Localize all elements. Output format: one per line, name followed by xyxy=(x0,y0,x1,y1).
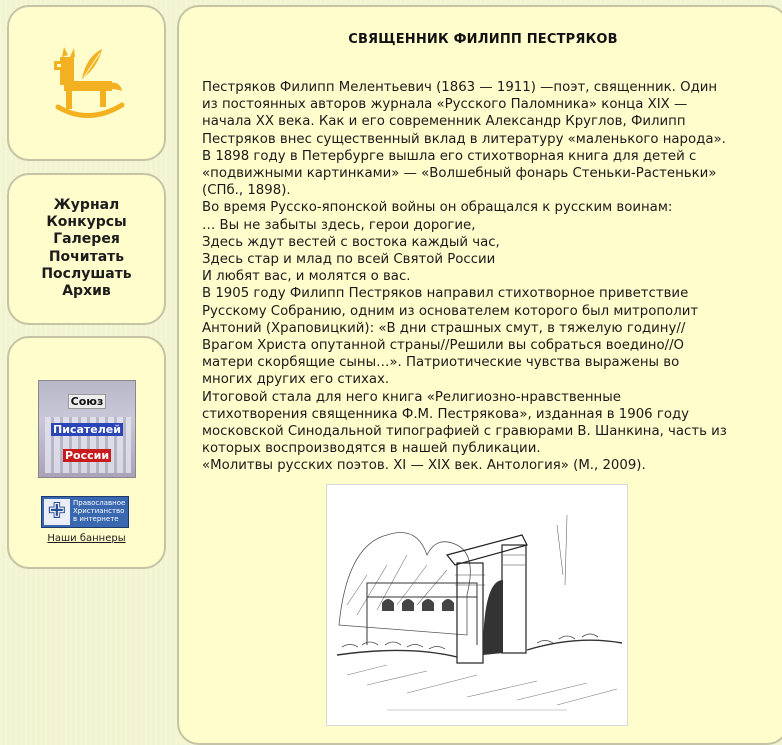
article-line: из постоянных авторов журнала «Русского Паломника» конца XIX — xyxy=(202,97,688,113)
orthodox-banner-line-2: Христианство xyxy=(73,507,125,515)
article-line: матери скорбящие сыны…». Патриотические чувства выражены во xyxy=(202,355,680,371)
nav-link-journal[interactable]: Журнал xyxy=(53,197,120,213)
nav-link-contests[interactable]: Конкурсы xyxy=(46,214,127,231)
union-banner-word-3: России xyxy=(64,449,110,462)
main-navigation xyxy=(9,197,164,300)
article-line: Итоговой стала для него книга «Религиозно-нравственные xyxy=(202,389,621,405)
article-line: московской Синодальной типографией с гравюрами В. Шанкина, часть из xyxy=(202,424,727,440)
poem-line: И любят вас, и молятся о вас. xyxy=(202,269,411,285)
article-line: Пестряков Филипп Мелентьевич (1863 — 1911) —поэт, священник. Один xyxy=(202,80,718,95)
orthodox-christianity-banner[interactable] xyxy=(41,496,129,528)
orthodox-cross-icon: ✙ xyxy=(44,499,70,525)
nav-link-gallery[interactable]: Галерея xyxy=(53,231,120,248)
article-line: (СПб., 1898). xyxy=(202,183,291,199)
poem-line: Здесь стар и млад по всей Святой России xyxy=(202,252,496,268)
nav-link-read[interactable]: Почитать xyxy=(48,248,125,265)
article-line: которых воспроизводятся в нашей публикации. xyxy=(202,441,541,457)
our-banners-link[interactable]: Наши баннеры xyxy=(47,533,126,544)
logo-panel xyxy=(7,5,166,161)
article-line: Русскому Собранию, одним из основателем которого был митрополит xyxy=(202,303,699,319)
article-line: начала XX века. Как и его современник Александр Круглов, Филипп xyxy=(202,114,686,130)
article-body xyxy=(202,79,762,475)
nav-link-archive[interactable]: Архив xyxy=(62,283,111,300)
article-line: многих других его стихах. xyxy=(202,372,390,388)
article-line: стихотворения священника Ф.М. Пестрякова», изданная в 1906 году xyxy=(202,406,690,422)
navigation-panel xyxy=(7,173,166,325)
nav-link-listen[interactable]: Послушать xyxy=(41,265,132,282)
rocking-horse-logo-icon[interactable] xyxy=(52,43,126,129)
church-gate-engraving xyxy=(326,484,628,726)
page-title: СВЯЩЕННИК ФИЛИПП ПЕСТРЯКОВ xyxy=(348,32,618,47)
article-line: Во время Русско-японской войны он обращался к русским воинам: xyxy=(202,200,673,216)
orthodox-banner-line-1: Православное xyxy=(73,499,126,507)
article-line: «Молитвы русских поэтов. XI — XIX век. Антология» (М., 2009). xyxy=(202,458,646,474)
main-content-panel xyxy=(177,5,782,745)
article-line: В 1898 году в Петербурге вышла его стихотворная книга для детей с xyxy=(202,148,697,164)
poem-line: … Вы не забыты здесь, герои дорогие, xyxy=(202,217,476,233)
orthodox-banner-line-3: в интернете xyxy=(73,515,119,523)
banners-panel xyxy=(7,336,166,569)
article-line: «подвижными картинками» — «Волшебный фонарь Стеньки-Растеньки» xyxy=(202,166,717,182)
writers-union-banner[interactable] xyxy=(38,380,136,478)
union-banner-word-2: Писателей xyxy=(53,423,121,436)
article-line: В 1905 году Филипп Пестряков направил стихотворное приветствие xyxy=(202,286,689,302)
article-line: Пестряков внес существенный вклад в литературу «маленького народа». xyxy=(202,131,726,147)
article-line: Врагом Христа опутанной страны//Решили вы собраться воедино//О xyxy=(202,338,685,354)
article-line: Антоний (Храповицкий): «В дни страшных смут, в тяжелую годину// xyxy=(202,320,686,336)
poem-line: Здесь ждут вестей с востока каждый час, xyxy=(202,234,500,250)
union-banner-word-1: Союз xyxy=(68,394,107,409)
